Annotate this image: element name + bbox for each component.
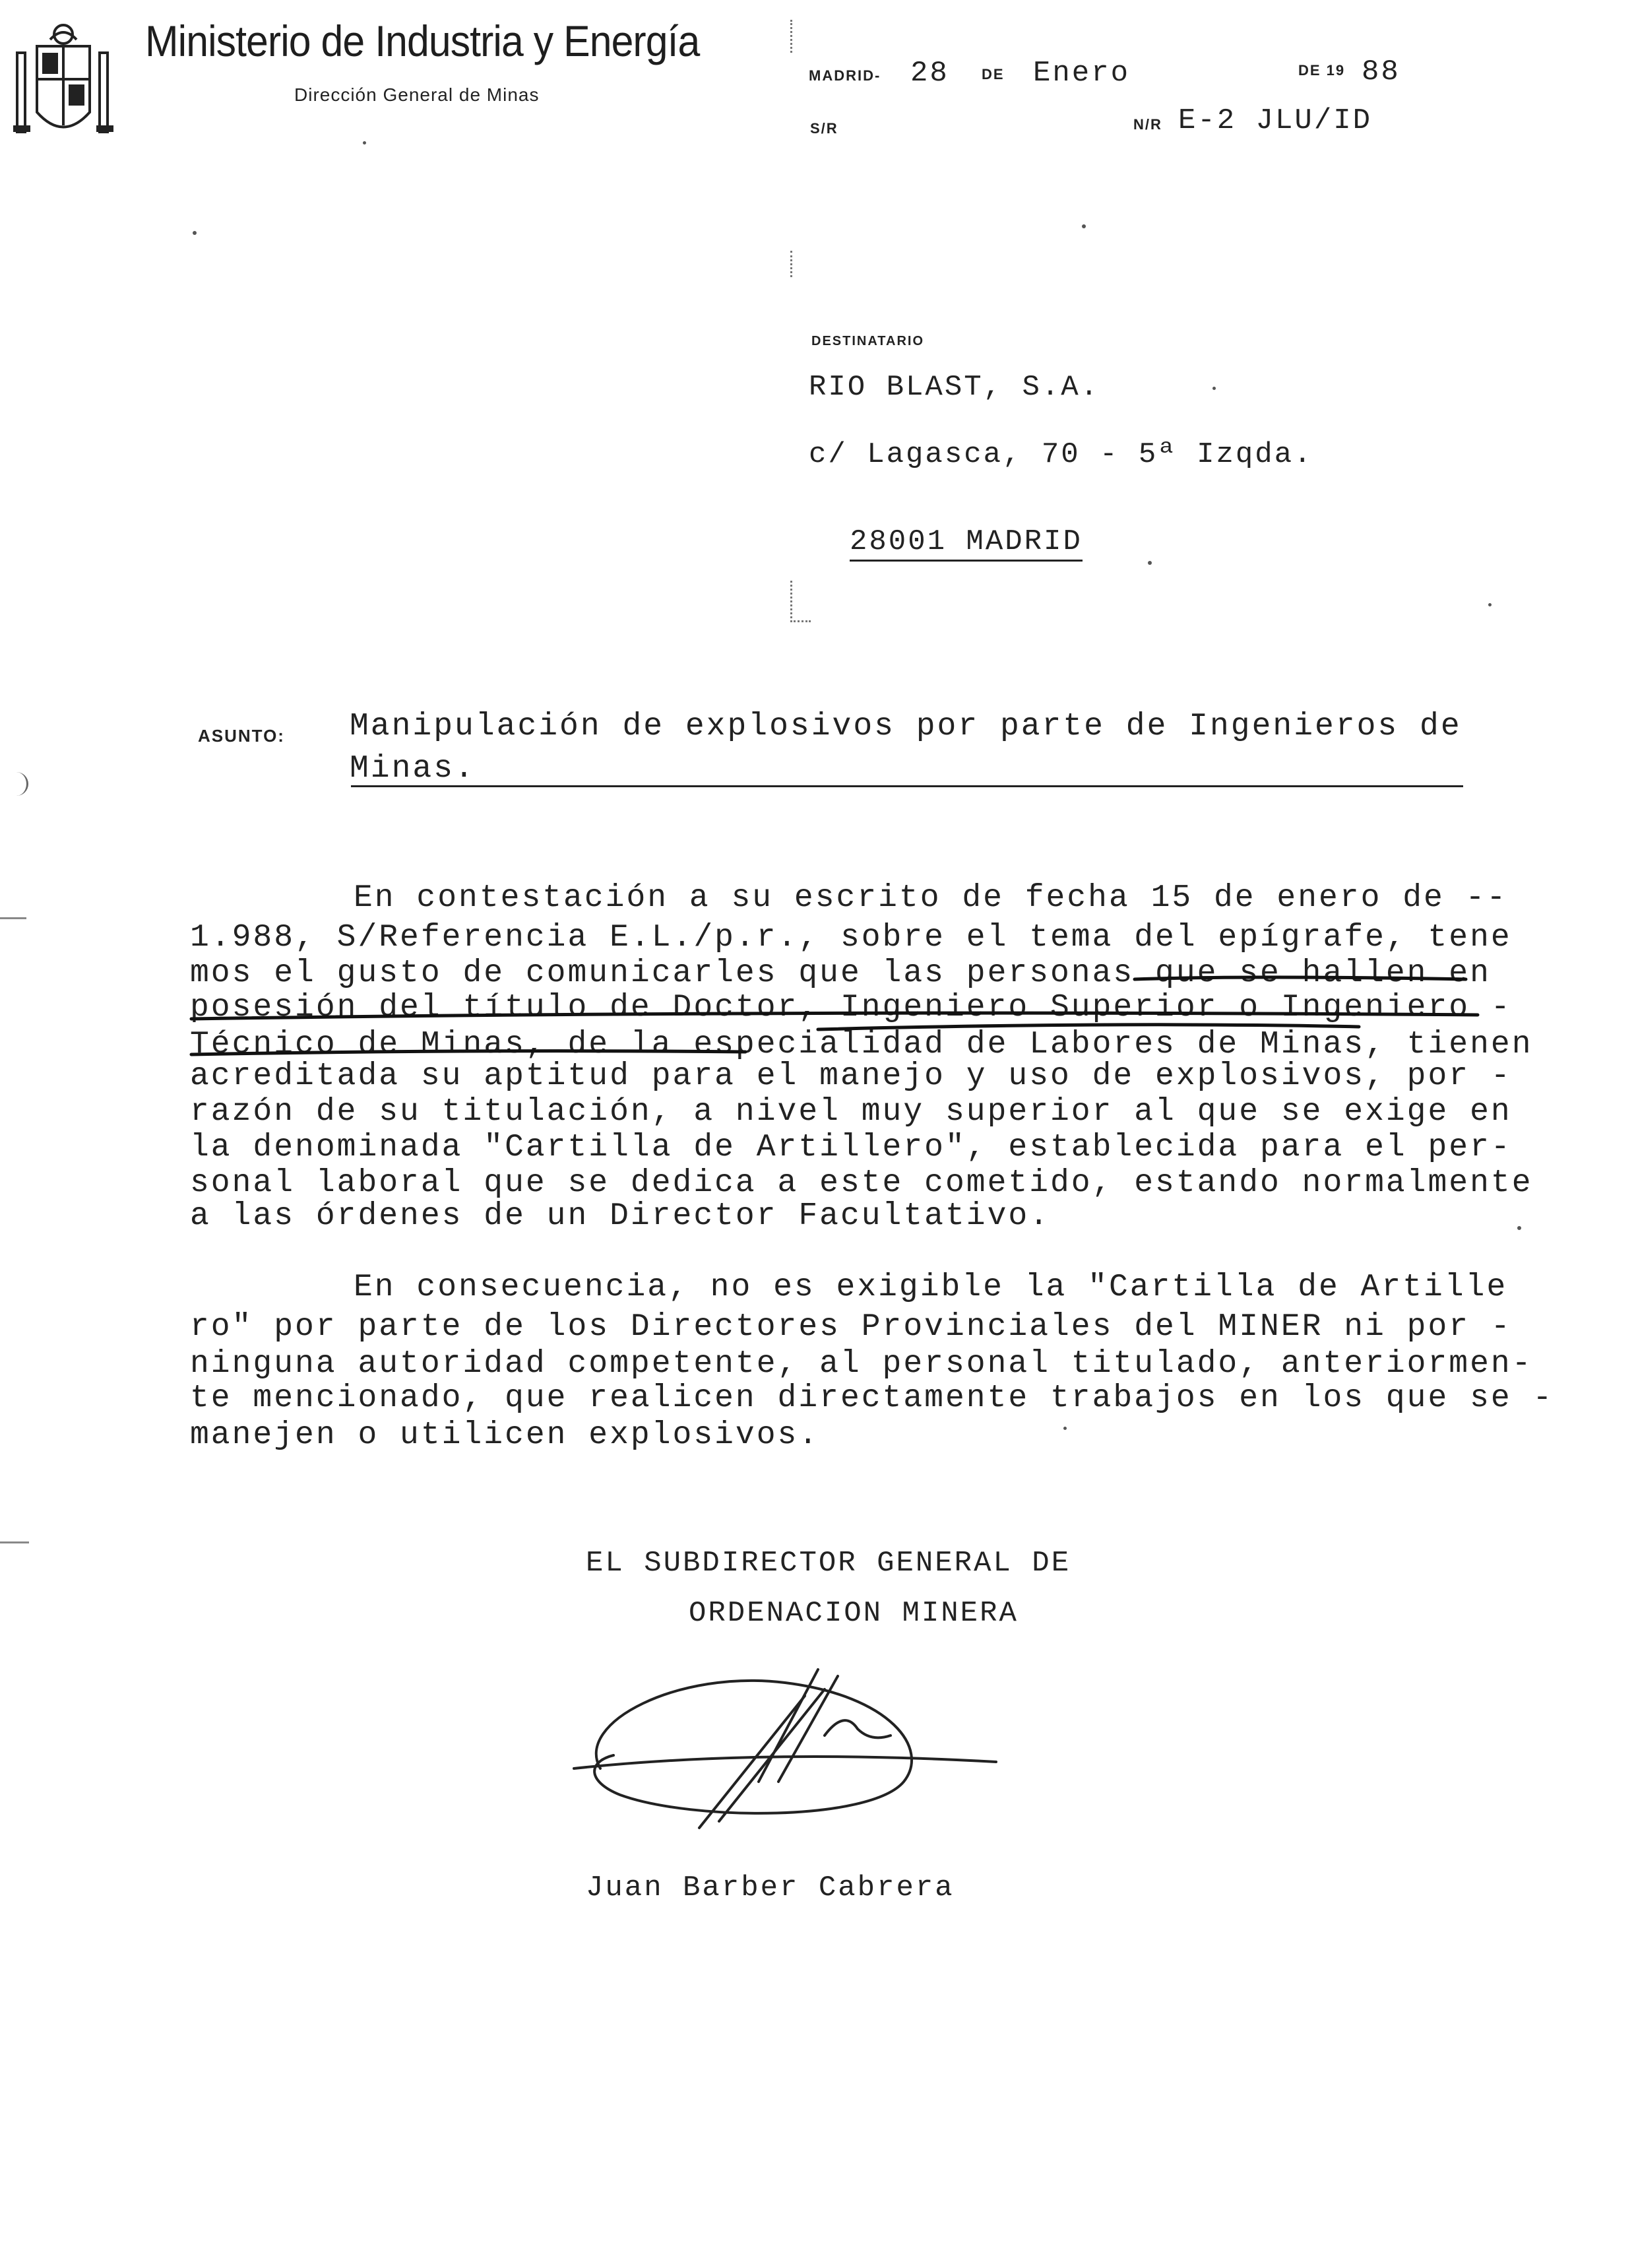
margin-mark: [0, 917, 26, 919]
scan-speck: [363, 141, 366, 145]
recipient-street: c/ Lagasca, 70 - 5ª Izqda.: [809, 438, 1313, 471]
year-label: DE 19: [1298, 62, 1346, 79]
signatory-title-line-2: ORDENACION MINERA: [689, 1597, 1019, 1630]
subject-label: ASUNTO:: [198, 726, 285, 746]
scan-speck: [1488, 603, 1492, 606]
margin-mark: [0, 1541, 29, 1543]
nr-value: E-2 JLU/ID: [1178, 104, 1373, 137]
scan-speck: [1148, 561, 1152, 565]
recipient-name: RIO BLAST, S.A.: [809, 371, 1100, 404]
paragraph1-line: Técnico de Minas, de la especialidad de Labores de Minas, tienen: [190, 1027, 1533, 1062]
scan-speck: [1063, 1427, 1067, 1430]
scan-speck: [1212, 387, 1216, 390]
de-label: DE: [982, 66, 1005, 82]
scan-speck: [193, 231, 197, 235]
paragraph2-line: manejen o utilicen explosivos.: [190, 1417, 820, 1453]
directorate-subtitle: Dirección General de Minas: [294, 84, 540, 105]
margin-mark: [0, 772, 28, 796]
paragraph1-line: sonal laboral que se dedica a este cometido, estando normalmente: [190, 1165, 1533, 1201]
subject-line-2: Minas.: [350, 751, 476, 787]
ministry-title: Ministerio de Industria y Energía: [145, 16, 700, 65]
scan-speck: [1082, 224, 1086, 228]
paragraph1-line: la denominada "Cartilla de Artillero", establecida para el per-: [190, 1130, 1512, 1165]
paragraph1-line: razón de su titulación, a nivel muy superior al que se exige en: [190, 1094, 1512, 1130]
paragraph1-line: acreditada su aptitud para el manejo y uso de explosivos, por -: [190, 1058, 1512, 1094]
handwritten-signature: [561, 1656, 1009, 1834]
paragraph2-line: te mencionado, que realicen directamente trabajos en los que se -: [190, 1380, 1554, 1416]
scan-speck: [1517, 1226, 1521, 1230]
paragraph1-line: a las órdenes de un Director Facultativo.: [190, 1198, 1050, 1234]
paragraph2-line: ninguna autoridad competente, al personal titulado, anteriormen-: [190, 1346, 1533, 1382]
paragraph1-line: 1.988, S/Referencia E.L./p.r., sobre el tema del epígrafe, tene: [190, 920, 1512, 956]
paragraph1-line: posesión del título de Doctor, Ingeniero Superior o Ingeniero -: [190, 990, 1512, 1025]
paragraph2-line: En consecuencia, no es exigible la "Cartilla de Artille: [354, 1270, 1508, 1305]
paragraph1-line: En contestación a su escrito de fecha 15 de enero de --: [354, 880, 1508, 916]
sr-label: S/R: [810, 120, 838, 137]
recipient-label: DESTINATARIO: [811, 334, 925, 348]
paragraph1-line: mos el gusto de comunicarles que las personas que se hallen en: [190, 956, 1491, 991]
date-day: 28: [910, 57, 949, 90]
signatory-title-line-1: EL SUBDIRECTOR GENERAL DE: [586, 1547, 1071, 1580]
recipient-city: 28001 MADRID: [850, 525, 1083, 562]
paragraph2-line: ro" por parte de los Directores Provinciales del MINER ni por -: [190, 1309, 1512, 1345]
date-year: 88: [1362, 55, 1400, 88]
date-month: Enero: [1033, 57, 1131, 90]
signatory-name: Juan Barber Cabrera: [586, 1871, 955, 1904]
place-label: MADRID-: [809, 67, 881, 84]
nr-label: N/R: [1133, 116, 1162, 133]
subject-line-1: Manipulación de explosivos por parte de Ingenieros de: [350, 709, 1462, 744]
